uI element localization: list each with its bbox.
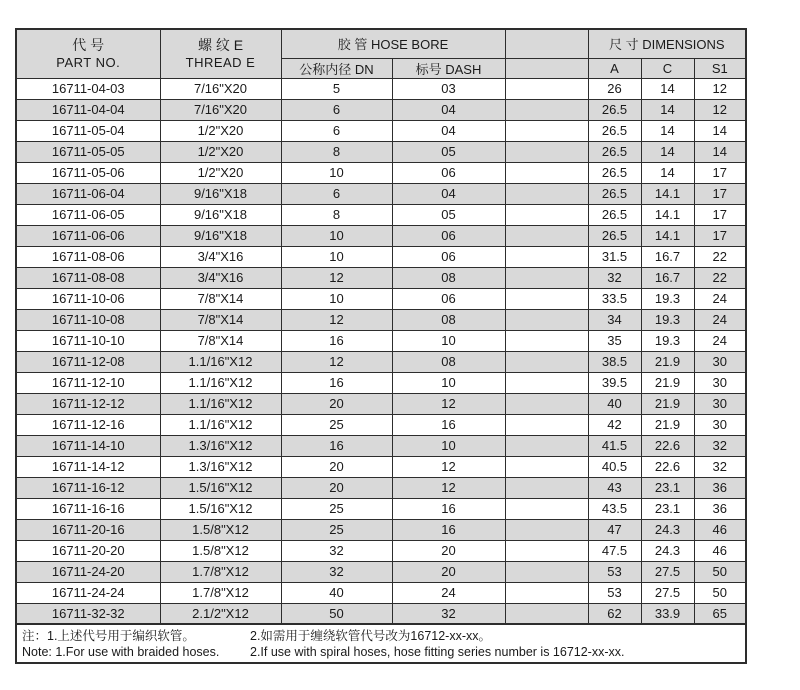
dim-c-cell: 24.3: [641, 540, 694, 561]
part-no-cell: 16711-32-32: [16, 603, 160, 624]
part-no-cell: 16711-04-04: [16, 99, 160, 120]
dash-cell: 32: [392, 603, 505, 624]
figure-cell: [505, 540, 588, 561]
dim-a-cell: 26.5: [588, 225, 641, 246]
figure-column-header-top: [505, 29, 588, 58]
thread-cell: 9/16"X18: [160, 204, 281, 225]
hose-fitting-spec-table: [15, 28, 747, 664]
figure-cell: [505, 330, 588, 351]
thread-cell: 9/16"X18: [160, 225, 281, 246]
thread-cell: 1.1/16"X12: [160, 372, 281, 393]
part-no-column-header: [16, 29, 160, 78]
figure-cell: [505, 393, 588, 414]
part-no-cell: 16711-24-20: [16, 561, 160, 582]
thread-cell: 1.3/16"X12: [160, 435, 281, 456]
table-row: [16, 99, 746, 120]
thread-cell: 7/16"X20: [160, 99, 281, 120]
table-row: [16, 183, 746, 204]
dim-c-cell: 14.1: [641, 204, 694, 225]
dim-c-cell: 14: [641, 78, 694, 99]
dim-s1-cell: 36: [694, 498, 746, 519]
part-no-cell: 16711-04-03: [16, 78, 160, 99]
dim-c-cell: 27.5: [641, 582, 694, 603]
dn-cell: 10: [281, 246, 392, 267]
dash-cell: 04: [392, 120, 505, 141]
thread-cell: 1/2"X20: [160, 120, 281, 141]
dim-c-column-header: C: [641, 58, 694, 78]
dim-a-cell: 26.5: [588, 162, 641, 183]
dim-s1-cell: 12: [694, 99, 746, 120]
dim-a-cell: 26.5: [588, 204, 641, 225]
dim-s1-cell: 17: [694, 183, 746, 204]
dim-s1-cell: 32: [694, 435, 746, 456]
thread-cell: 1.7/8"X12: [160, 561, 281, 582]
dimensions-group-header: 尺 寸 DIMENSIONS: [588, 29, 746, 58]
dash-cell: 20: [392, 540, 505, 561]
figure-cell: [505, 498, 588, 519]
dash-cell: 03: [392, 78, 505, 99]
part-no-cell: 16711-20-16: [16, 519, 160, 540]
dim-s1-cell: 24: [694, 288, 746, 309]
dn-cell: 12: [281, 351, 392, 372]
dim-s1-cell: 12: [694, 78, 746, 99]
dim-s1-cell: 50: [694, 561, 746, 582]
part-no-cell: 16711-16-16: [16, 498, 160, 519]
table-row: [16, 477, 746, 498]
part-no-cell: 16711-05-06: [16, 162, 160, 183]
table-row: [16, 498, 746, 519]
part-no-cell: 16711-05-04: [16, 120, 160, 141]
dim-s1-cell: 17: [694, 162, 746, 183]
dim-c-cell: 24.3: [641, 519, 694, 540]
dn-cell: 8: [281, 204, 392, 225]
table-row: [16, 204, 746, 225]
part-no-cell: 16711-08-06: [16, 246, 160, 267]
figure-cell: [505, 99, 588, 120]
dash-column-header: 标号 DASH: [392, 58, 505, 78]
figure-cell: [505, 204, 588, 225]
dim-a-cell: 47: [588, 519, 641, 540]
dim-c-cell: 22.6: [641, 456, 694, 477]
dim-s1-cell: 22: [694, 267, 746, 288]
figure-cell: [505, 183, 588, 204]
dn-cell: 6: [281, 120, 392, 141]
thread-cell: 1.1/16"X12: [160, 393, 281, 414]
part-no-cell: 16711-12-10: [16, 372, 160, 393]
part-no-cell: 16711-24-24: [16, 582, 160, 603]
dim-s1-cell: 24: [694, 330, 746, 351]
dim-s1-cell: 30: [694, 393, 746, 414]
dash-cell: 04: [392, 183, 505, 204]
notes-cell: [16, 624, 746, 663]
dim-s1-cell: 30: [694, 414, 746, 435]
dn-column-header: 公称内径 DN: [281, 58, 392, 78]
dn-cell: 16: [281, 435, 392, 456]
figure-cell: [505, 309, 588, 330]
table-row: [16, 582, 746, 603]
dn-cell: 16: [281, 330, 392, 351]
dim-a-cell: 53: [588, 561, 641, 582]
thread-cell: 1.5/8"X12: [160, 519, 281, 540]
dim-c-cell: 16.7: [641, 267, 694, 288]
figure-cell: [505, 78, 588, 99]
dim-c-cell: 23.1: [641, 498, 694, 519]
dim-c-cell: 21.9: [641, 351, 694, 372]
part-no-cell: 16711-08-08: [16, 267, 160, 288]
figure-cell: [505, 162, 588, 183]
thread-cell: 9/16"X18: [160, 183, 281, 204]
table-row: [16, 372, 746, 393]
table-row: [16, 561, 746, 582]
part-no-cell: 16711-16-12: [16, 477, 160, 498]
figure-cell: [505, 456, 588, 477]
dash-cell: 04: [392, 99, 505, 120]
dim-c-cell: 27.5: [641, 561, 694, 582]
table-row: [16, 435, 746, 456]
part-no-cell: 16711-05-05: [16, 141, 160, 162]
part-no-cell: 16711-10-08: [16, 309, 160, 330]
table-row: [16, 78, 746, 99]
dn-cell: 20: [281, 477, 392, 498]
dn-cell: 5: [281, 78, 392, 99]
dim-a-cell: 43.5: [588, 498, 641, 519]
dn-cell: 10: [281, 162, 392, 183]
dim-s1-cell: 36: [694, 477, 746, 498]
figure-cell: [505, 477, 588, 498]
dash-cell: 24: [392, 582, 505, 603]
dn-cell: 40: [281, 582, 392, 603]
dim-c-cell: 14: [641, 120, 694, 141]
dim-c-cell: 14: [641, 141, 694, 162]
thread-cell: 1.1/16"X12: [160, 414, 281, 435]
thread-cell: 2.1/2"X12: [160, 603, 281, 624]
dim-c-cell: 16.7: [641, 246, 694, 267]
table-row: [16, 456, 746, 477]
figure-cell: [505, 561, 588, 582]
dn-cell: 10: [281, 288, 392, 309]
dim-a-cell: 26.5: [588, 141, 641, 162]
dn-cell: 25: [281, 498, 392, 519]
figure-cell: [505, 225, 588, 246]
dim-a-cell: 53: [588, 582, 641, 603]
dim-c-cell: 22.6: [641, 435, 694, 456]
figure-cell: [505, 141, 588, 162]
spec-table-body: [16, 78, 746, 624]
part-no-cell: 16711-10-10: [16, 330, 160, 351]
thread-header-en: THREAD E: [185, 54, 256, 70]
table-row: [16, 141, 746, 162]
dash-cell: 16: [392, 414, 505, 435]
figure-cell: [505, 120, 588, 141]
thread-cell: 1.7/8"X12: [160, 582, 281, 603]
thread-cell: 1/2"X20: [160, 162, 281, 183]
dim-a-cell: 42: [588, 414, 641, 435]
table-row: [16, 309, 746, 330]
part-no-cell: 16711-10-06: [16, 288, 160, 309]
dim-a-cell: 31.5: [588, 246, 641, 267]
dim-c-cell: 33.9: [641, 603, 694, 624]
figure-cell: [505, 267, 588, 288]
dim-a-column-header: A: [588, 58, 641, 78]
note-line-cn: [22, 628, 745, 644]
dn-cell: 32: [281, 540, 392, 561]
part-no-cell: 16711-14-12: [16, 456, 160, 477]
table-footer: [16, 624, 746, 663]
dn-cell: 25: [281, 414, 392, 435]
thread-cell: 7/8"X14: [160, 330, 281, 351]
part-no-cell: 16711-12-12: [16, 393, 160, 414]
part-no-cell: 16711-12-16: [16, 414, 160, 435]
table-row: [16, 330, 746, 351]
dim-c-cell: 14: [641, 162, 694, 183]
dash-cell: 16: [392, 519, 505, 540]
thread-cell: 1.3/16"X12: [160, 456, 281, 477]
dn-cell: 8: [281, 141, 392, 162]
dn-cell: 25: [281, 519, 392, 540]
dash-cell: 06: [392, 162, 505, 183]
dim-s1-cell: 30: [694, 351, 746, 372]
dim-c-cell: 14.1: [641, 225, 694, 246]
part-no-header-cn: 代 号: [72, 36, 105, 53]
table-row: [16, 603, 746, 624]
dash-cell: 08: [392, 309, 505, 330]
dn-cell: 32: [281, 561, 392, 582]
dash-cell: 08: [392, 351, 505, 372]
dim-a-cell: 39.5: [588, 372, 641, 393]
table-row: [16, 120, 746, 141]
thread-cell: 1.5/8"X12: [160, 540, 281, 561]
dash-cell: 10: [392, 330, 505, 351]
dim-s1-cell: 30: [694, 372, 746, 393]
table-row: [16, 162, 746, 183]
thread-cell: 1/2"X20: [160, 141, 281, 162]
dash-cell: 06: [392, 246, 505, 267]
dn-cell: 6: [281, 183, 392, 204]
dn-cell: 12: [281, 309, 392, 330]
table-row: [16, 267, 746, 288]
dash-cell: 05: [392, 141, 505, 162]
dim-a-cell: 34: [588, 309, 641, 330]
dim-c-cell: 19.3: [641, 309, 694, 330]
dim-s1-cell: 50: [694, 582, 746, 603]
dim-c-cell: 19.3: [641, 288, 694, 309]
part-no-header-en: PART NO.: [56, 54, 121, 70]
note-en-1: Note: 1.For use with braided hoses.: [22, 645, 220, 659]
dim-a-cell: 62: [588, 603, 641, 624]
dash-cell: 12: [392, 456, 505, 477]
dim-c-cell: 14: [641, 99, 694, 120]
dash-cell: 06: [392, 225, 505, 246]
dim-a-cell: 38.5: [588, 351, 641, 372]
figure-cell: [505, 351, 588, 372]
dash-cell: 06: [392, 288, 505, 309]
table-header: [16, 29, 746, 78]
dim-s1-cell: 46: [694, 540, 746, 561]
dn-cell: 6: [281, 99, 392, 120]
figure-column-header-bottom: [505, 58, 588, 78]
dim-a-cell: 43: [588, 477, 641, 498]
thread-cell: 3/4"X16: [160, 246, 281, 267]
table-row: [16, 519, 746, 540]
dash-cell: 12: [392, 477, 505, 498]
dn-cell: 50: [281, 603, 392, 624]
dim-c-cell: 21.9: [641, 414, 694, 435]
note-cn-2: 2.如需用于缠绕软管代号改为16712-xx-xx。: [250, 629, 492, 643]
dim-c-cell: 21.9: [641, 372, 694, 393]
dim-s1-cell: 14: [694, 120, 746, 141]
dim-s1-cell: 17: [694, 225, 746, 246]
dim-a-cell: 33.5: [588, 288, 641, 309]
dim-a-cell: 26.5: [588, 99, 641, 120]
table-row: [16, 225, 746, 246]
dn-cell: 16: [281, 372, 392, 393]
dim-a-cell: 41.5: [588, 435, 641, 456]
figure-cell: [505, 288, 588, 309]
dash-cell: 05: [392, 204, 505, 225]
dash-cell: 08: [392, 267, 505, 288]
figure-cell: [505, 603, 588, 624]
part-no-cell: 16711-14-10: [16, 435, 160, 456]
figure-cell: [505, 246, 588, 267]
dim-c-cell: 14.1: [641, 183, 694, 204]
dim-s1-cell: 32: [694, 456, 746, 477]
dim-a-cell: 40: [588, 393, 641, 414]
thread-cell: 3/4"X16: [160, 267, 281, 288]
dim-s1-column-header: S1: [694, 58, 746, 78]
part-no-cell: 16711-12-08: [16, 351, 160, 372]
figure-cell: [505, 582, 588, 603]
note-line-en: [22, 644, 745, 660]
thread-column-header: [160, 29, 281, 78]
table-row: [16, 393, 746, 414]
dn-cell: 12: [281, 267, 392, 288]
dim-c-cell: 19.3: [641, 330, 694, 351]
thread-cell: 7/8"X14: [160, 288, 281, 309]
table-row: [16, 288, 746, 309]
dim-a-cell: 26.5: [588, 183, 641, 204]
dash-cell: 12: [392, 393, 505, 414]
figure-cell: [505, 414, 588, 435]
dim-c-cell: 23.1: [641, 477, 694, 498]
dn-cell: 20: [281, 393, 392, 414]
dim-a-cell: 47.5: [588, 540, 641, 561]
thread-cell: 1.5/16"X12: [160, 498, 281, 519]
dn-cell: 20: [281, 456, 392, 477]
thread-cell: 7/8"X14: [160, 309, 281, 330]
table-row: [16, 414, 746, 435]
figure-cell: [505, 435, 588, 456]
dim-a-cell: 26: [588, 78, 641, 99]
dash-cell: 20: [392, 561, 505, 582]
dim-a-cell: 35: [588, 330, 641, 351]
figure-cell: [505, 519, 588, 540]
part-no-cell: 16711-20-20: [16, 540, 160, 561]
dim-a-cell: 26.5: [588, 120, 641, 141]
thread-cell: 1.1/16"X12: [160, 351, 281, 372]
note-en-2: 2.If use with spiral hoses, hose fitting series number is 16712-xx-xx.: [250, 645, 625, 659]
thread-header-cn: 螺 纹 E: [197, 36, 244, 53]
part-no-cell: 16711-06-06: [16, 225, 160, 246]
hose-bore-group-header: 胶 管 HOSE BORE: [281, 29, 505, 58]
dim-s1-cell: 46: [694, 519, 746, 540]
dash-cell: 10: [392, 435, 505, 456]
dim-a-cell: 40.5: [588, 456, 641, 477]
table-row: [16, 540, 746, 561]
table-row: [16, 246, 746, 267]
figure-cell: [505, 372, 588, 393]
dim-s1-cell: 22: [694, 246, 746, 267]
part-no-cell: 16711-06-04: [16, 183, 160, 204]
dim-s1-cell: 65: [694, 603, 746, 624]
table-row: [16, 351, 746, 372]
dim-s1-cell: 24: [694, 309, 746, 330]
dash-cell: 16: [392, 498, 505, 519]
thread-cell: 7/16"X20: [160, 78, 281, 99]
thread-cell: 1.5/16"X12: [160, 477, 281, 498]
note-cn-1: 注：1.上述代号用于编织软管。: [22, 629, 195, 643]
dn-cell: 10: [281, 225, 392, 246]
dim-s1-cell: 17: [694, 204, 746, 225]
dash-cell: 10: [392, 372, 505, 393]
dim-c-cell: 21.9: [641, 393, 694, 414]
dim-s1-cell: 14: [694, 141, 746, 162]
part-no-cell: 16711-06-05: [16, 204, 160, 225]
dim-a-cell: 32: [588, 267, 641, 288]
